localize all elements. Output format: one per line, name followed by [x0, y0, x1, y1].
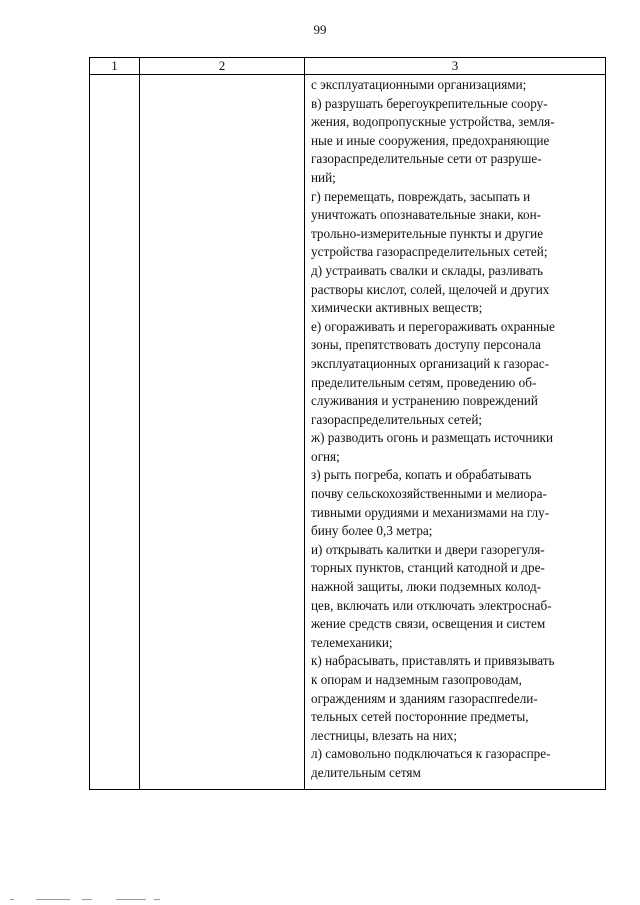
text-line: з) рыть погреба, копать и обрабатывать [311, 467, 532, 483]
text-line: зоны, препятствовать доступу персонала [311, 337, 541, 353]
text-line: жения, водопропускные устройства, земля- [311, 114, 555, 130]
text-line: к опорам и надземным газопроводам, [311, 672, 522, 687]
text-line: бину более 0,3 метра; [311, 523, 433, 539]
text-line: лестницы, влезать на них; [311, 727, 458, 743]
text-line: л) самовольно подключаться к газораспре- [311, 746, 551, 762]
text-line: к) набрасывать, приставлять и привязывать [311, 653, 555, 669]
text-line: тивными орудиями и механизмами на глу- [311, 504, 550, 520]
text-line: д) устраивать свалки и склады, разливать [311, 262, 543, 278]
text-line: с эксплуатационными организациями; [311, 77, 527, 92]
text-line: жение средств связи, освещения и систем [311, 616, 546, 632]
text-line: газораспределительные сети от разруше- [311, 151, 542, 167]
text-line: ные и иные сооружения, предохраняющие [311, 132, 550, 148]
text-line: ж) разводить огонь и размещать источники [311, 430, 554, 446]
column-3-cell [305, 75, 606, 790]
text-line: служивания и устранению повреждений [311, 393, 538, 409]
header-row [90, 58, 606, 75]
text-line: огня; [311, 448, 340, 464]
scan-footer-marks [10, 899, 210, 903]
text-line: растворы кислот, солей, щелочей и других [311, 281, 550, 297]
text-line: нажной защиты, люки подземных колод- [311, 579, 542, 595]
text-line: эксплуатационных организаций к газорас- [311, 355, 549, 371]
text-line: газораспределительных сетей; [311, 411, 483, 427]
text-line: тельных сетей посторонние предметы, [311, 709, 529, 725]
column-header-2: 2 [140, 58, 305, 75]
text-line: ограждениям и зданиям газораспredели- [311, 690, 538, 706]
column-header-1: 1 [90, 58, 140, 75]
text-line: е) огораживать и перегораживать охранные [311, 318, 555, 334]
table-row [90, 75, 606, 790]
text-line: цев, включать или отключать электроснаб- [311, 597, 552, 613]
column-2-cell [140, 75, 305, 790]
text-line: телемеханики; [311, 634, 393, 650]
text-line: делительным сетям [311, 764, 421, 780]
text-line: химически активных веществ; [311, 300, 483, 316]
column-1-cell [90, 75, 140, 790]
text-line: уничтожать опознавательные знаки, кон- [311, 207, 542, 223]
regulation-table [89, 57, 606, 790]
text-line: устройства газораспределительных сетей; [311, 244, 548, 260]
text-line: в) разрушать берегоукрепительные соору- [311, 95, 548, 111]
page-number: 99 [313, 22, 327, 37]
text-line: торных пунктов, станций катодной и дре- [311, 560, 545, 576]
column-header-3: 3 [305, 58, 606, 75]
text-line: г) перемещать, повреждать, засыпать и [311, 188, 531, 204]
text-line: и) открывать калитки и двери газорегуля- [311, 541, 545, 557]
text-line: ний; [311, 169, 336, 185]
text-line: трольно-измерительные пункты и другие [311, 225, 544, 241]
text-line: почву сельскохозяйственными и мелиора- [311, 486, 547, 502]
text-line: пределительным сетям, проведению об- [311, 374, 537, 390]
